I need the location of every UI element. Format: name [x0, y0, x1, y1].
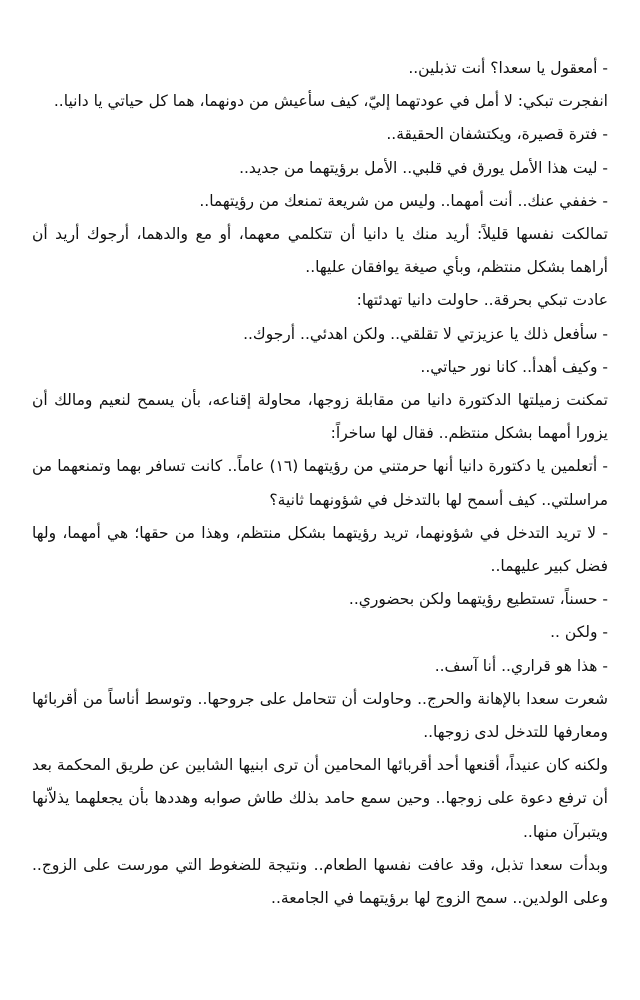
dialogue-line: - وكيف أهدأ.. كانا نور حياتي.. [420, 357, 608, 376]
dialogue-line: - هذا هو قراري.. أنا آسف.. [434, 656, 608, 675]
dialogue-line: - ليت هذا الأمل يورق في قلبي.. الأمل برؤيتهما من جديد.. [239, 158, 608, 177]
narrative-paragraph: عادت تبكي بحرقة.. حاولت دانيا تهدئتها: [356, 291, 608, 310]
dialogue-line: - سأفعل ذلك يا عزيزتي لا تقلقي.. ولكن اهدئي.. أرجوك.. [243, 324, 608, 343]
dialogue-line: - أمعقول يا سعدا؟ أنت تذبلين.. [408, 59, 608, 77]
narrative-paragraph: شعرت سعدا بالإهانة والحرج.. وحاولت أن تتحامل على جروحها.. وتوسط أناساً من أقربائها ومعارفها للتدخل لدى زوجها.. [32, 689, 608, 742]
dialogue-line: - أتعلمين يا دكتورة دانيا أنها حرمتني من رؤيتهما (١٦) عاماً.. كانت تسافر بهما وتمنعهما من مراسلتي.. كيف أسمح لها بالتدخل في شؤونهما ثانية؟ [32, 457, 608, 509]
narrative-paragraph: وبدأت سعدا تذبل، وقد عافت نفسها الطعام.. ونتيجة للضغوط التي مورست على الزوج.. وعلى الولدين.. سمح الزوج لها برؤيتهما في الجامعة.. [32, 855, 608, 908]
dialogue-line: - لا تريد التدخل في شؤونهما، تريد رؤيتهما بشكل منتظم، وهذا من حقها؛ هي أمهما، ولها فضل كبير عليهما.. [32, 523, 608, 576]
narrative-paragraph: ولكنه كان عنيداً، أقنعها أحد أقربائها المحامين أن ترى ابنيها الشابين عن طريق المحكمة بعد أن ترفع دعوة على زوجها.. وحين سمع حامد بذلك طاش صوابه وهددها بأن يجعلهما يذلاّنها ويتبرآن منها.. [32, 756, 608, 841]
narrative-paragraph: تمالكت نفسها قليلاً: أريد منك يا دانيا أن تتكلمي معهما، أو مع والدهما، أرجوك أريد أن أراهما بشكل منتظم، وبأي صيغة يوافقان عليها.. [32, 225, 608, 277]
narrative-paragraph: انفجرت تبكي: لا أمل في عودتهما إليّ، كيف سأعيش من دونهما، هما كل حياتي يا دانيا.. [53, 92, 608, 111]
dialogue-line: - خففي عنك.. أنت أمهما.. وليس من شريعة تمنعك من رؤيتهما.. [199, 191, 608, 210]
dialogue-line: - فترة قصيرة، ويكتشفان الحقيقة.. [386, 125, 608, 144]
document-page [32, 52, 608, 915]
narrative-paragraph: تمكنت زميلتها الدكتورة دانيا من مقابلة زوجها، محاولة إقناعه، بأن يسمح لنعيم ومالك أن يزورا أمهما بشكل منتظم.. فقال لها ساخراً: [32, 391, 608, 443]
dialogue-line: - ولكن .. [550, 623, 608, 642]
dialogue-line: - حسناً، تستطيع رؤيتهما ولكن بحضوري.. [348, 590, 608, 609]
